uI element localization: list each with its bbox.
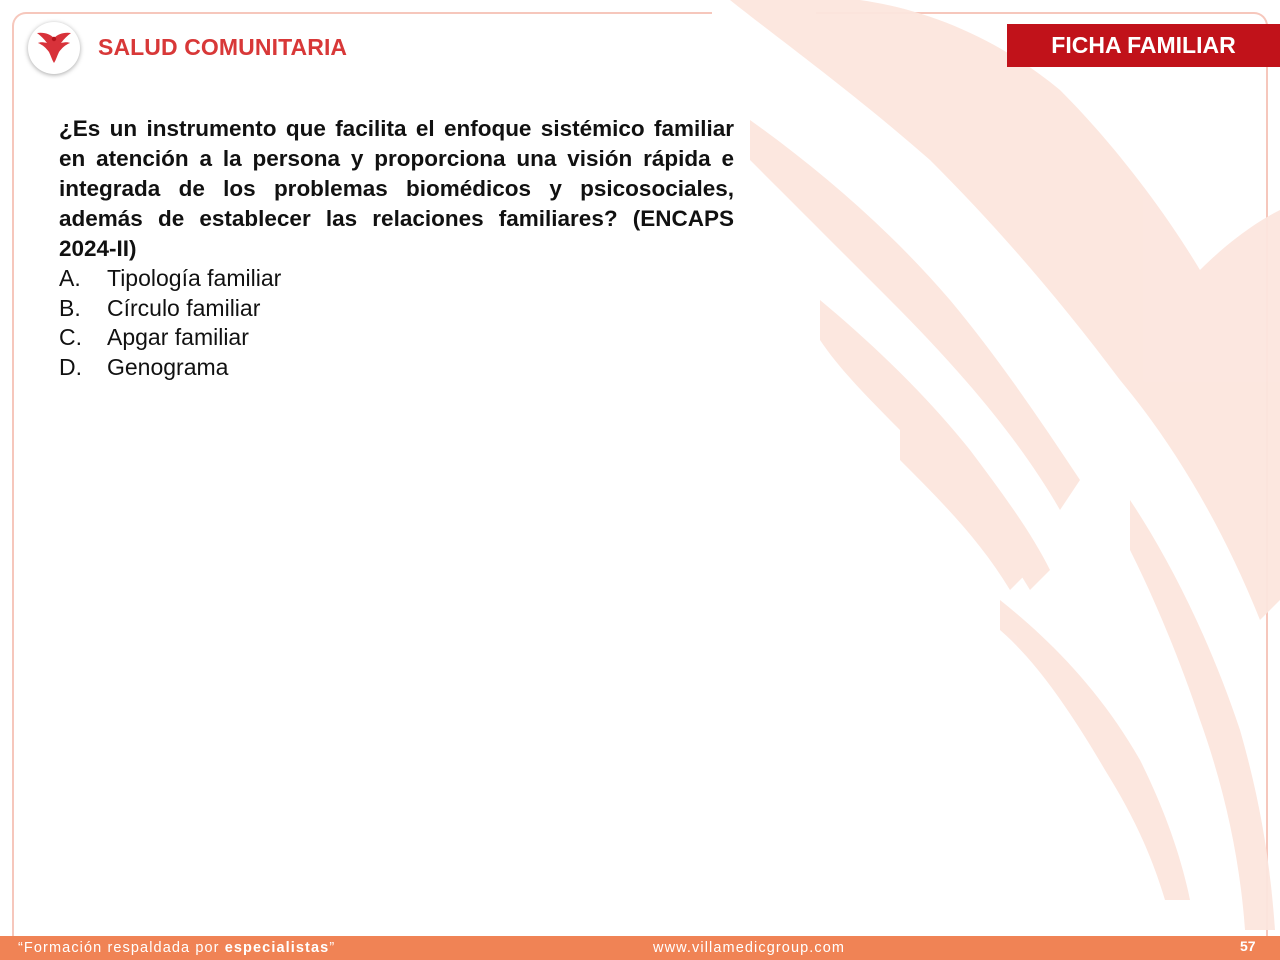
slogan-bold: especialistas bbox=[224, 940, 330, 956]
section-title: SALUD COMUNITARIA bbox=[98, 34, 348, 60]
slogan-prefix: “Formación respaldada por bbox=[18, 940, 225, 956]
slogan-suffix: ” bbox=[329, 940, 336, 956]
option-c bbox=[59, 323, 739, 353]
option-text: Círculo familiar bbox=[107, 294, 261, 321]
phoenix-logo-icon bbox=[34, 30, 74, 64]
option-text: Apgar familiar bbox=[107, 324, 249, 351]
option-a bbox=[59, 264, 739, 294]
logo bbox=[28, 22, 80, 74]
footer-slogan bbox=[18, 940, 335, 956]
answer-options bbox=[59, 264, 739, 383]
option-letter: D. bbox=[59, 354, 82, 381]
option-b bbox=[59, 294, 739, 324]
option-text: Tipología familiar bbox=[107, 265, 282, 291]
question-text: ¿Es un instrumento que facilita el enfoque sistémico familiar en atención a la persona y proporciona una visión rápida e integrada de los problemas biomédicos y psicosociales, además de establecer las relaciones familiares? (ENCAPS 2024-II) bbox=[59, 116, 734, 261]
topic-badge: FICHA FAMILIAR bbox=[1007, 24, 1280, 67]
phoenix-watermark bbox=[700, 0, 1280, 935]
page-number: 57 bbox=[1240, 938, 1256, 954]
footer-website: www.villamedicgroup.com bbox=[653, 940, 846, 956]
option-text: Genograma bbox=[107, 354, 229, 381]
option-letter: C. bbox=[59, 324, 82, 351]
footer-bar bbox=[0, 936, 1280, 960]
option-d bbox=[59, 353, 739, 383]
option-letter: A. bbox=[59, 265, 81, 291]
option-letter: B. bbox=[59, 294, 81, 321]
